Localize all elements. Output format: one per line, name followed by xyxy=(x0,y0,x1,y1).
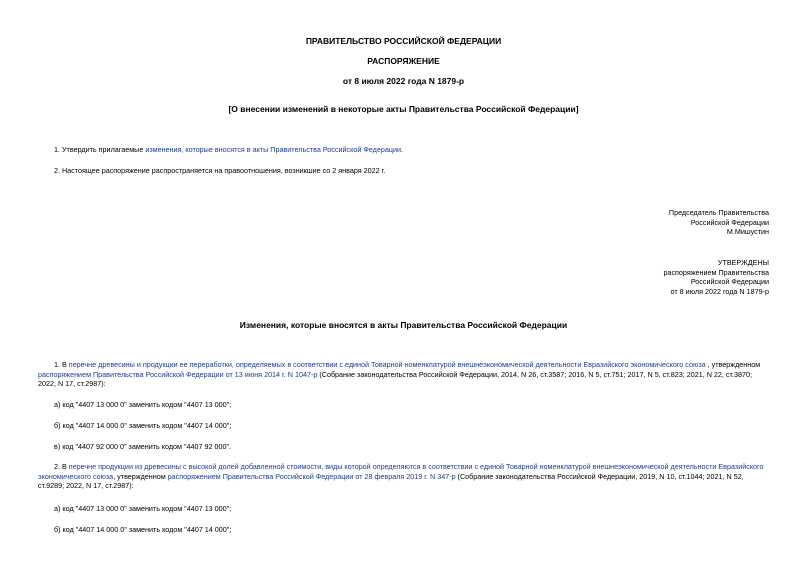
changes-title: Изменения, которые вносятся в акты Правительства Российской Федерации xyxy=(239,320,568,330)
paragraph-1-suffix: . xyxy=(400,145,403,154)
changes-item-1 xyxy=(38,360,769,389)
signature-block xyxy=(669,208,769,237)
document-type: РАСПОРЯЖЕНИЕ xyxy=(367,56,440,66)
approved-line-2: распоряжением Правительства xyxy=(663,267,769,277)
government-title: ПРАВИТЕЛЬСТВО РОССИЙСКОЙ ФЕДЕРАЦИИ xyxy=(305,36,502,46)
signature-line-1: Председатель Правительства xyxy=(668,208,769,217)
approved-block xyxy=(663,258,769,297)
signature-line-2: Российской Федерации xyxy=(690,217,769,227)
changes-item-2 xyxy=(38,462,769,491)
item-1-c: в) код "4407 92 000 0" заменить кодом "4407 92 000". xyxy=(54,442,232,451)
item-2-order-link[interactable]: распоряжением Правительства Российской Федерации от 28 февраля 2019 г. N 347-р xyxy=(167,471,456,481)
changes-link[interactable]: изменения, которые вносятся в акты Правительства Российской Федерации xyxy=(145,145,401,154)
paragraph-2: 2. Настоящее распоряжение распространяется на правоотношения, возникшие со 2 января 2022 г. xyxy=(54,166,386,175)
document-subject: [О внесении изменений в некоторые акты Правительства Российской Федерации] xyxy=(228,104,579,114)
item-1-a: а) код "4407 13 000 0" заменить кодом "4407 13 000"; xyxy=(54,400,232,409)
paragraph-1 xyxy=(54,145,403,155)
approved-line-1: УТВЕРЖДЕНЫ xyxy=(717,258,769,267)
item-1-list-link[interactable]: перечне древесины и продукции ее переработки, определяемых в соответствии с единой Товарной номенклатурой внешнеэкономической деятельности Евразийского экономического союза xyxy=(68,360,706,369)
item-1-b: б) код "4407 14 000 0" заменить кодом "4407 14 000"; xyxy=(54,421,232,430)
item-1-prefix: 1. В xyxy=(54,360,69,369)
item-2-mid: , утвержденном xyxy=(113,471,168,481)
signature-line-3: М.Мишустин xyxy=(726,227,769,237)
approved-line-4: от 8 июля 2022 года N 1879-р xyxy=(670,287,769,297)
item-2-prefix: 2. В xyxy=(54,462,69,471)
document-date-number: от 8 июля 2022 года N 1879-р xyxy=(342,76,465,86)
paragraph-1-prefix: 1. Утвердить прилагаемые xyxy=(54,145,146,154)
item-2-list-link[interactable]: перечне продукции из древесины с высокой долей добавленной стоимости, виды которой определяются в соответствии с единой Товарной номенклатурой внешнеэкономической деятельности Евразийского экономического союза xyxy=(38,462,764,481)
item-2-suffix: (Собрание законодательства Российской Федерации, 2019, N 10, ст.1044; 2021, N 52, ст.9289; 2022, N 17, ст.2987): xyxy=(38,471,744,491)
item-1-order-link[interactable]: распоряжением Правительства Российской Федерации от 13 июня 2014 г. N 1047-р xyxy=(38,369,318,379)
item-1-mid: , утвержденном xyxy=(705,360,761,369)
item-1-suffix: (Собрание законодательства Российской Федерации, 2014, N 26, ст.3587; 2016, N 5, ст.751; 2017, N 5, ст.823; 2021, N 22, ст.3870; 2022, N 17, ст.2987): xyxy=(38,369,752,389)
approved-line-3: Российской Федерации xyxy=(690,277,769,287)
item-2-a: а) код "4407 13 000 0" заменить кодом "4407 13 000"; xyxy=(54,504,232,513)
item-2-b: б) код "4407 14 000 0" заменить кодом "4407 14 000"; xyxy=(54,525,232,534)
